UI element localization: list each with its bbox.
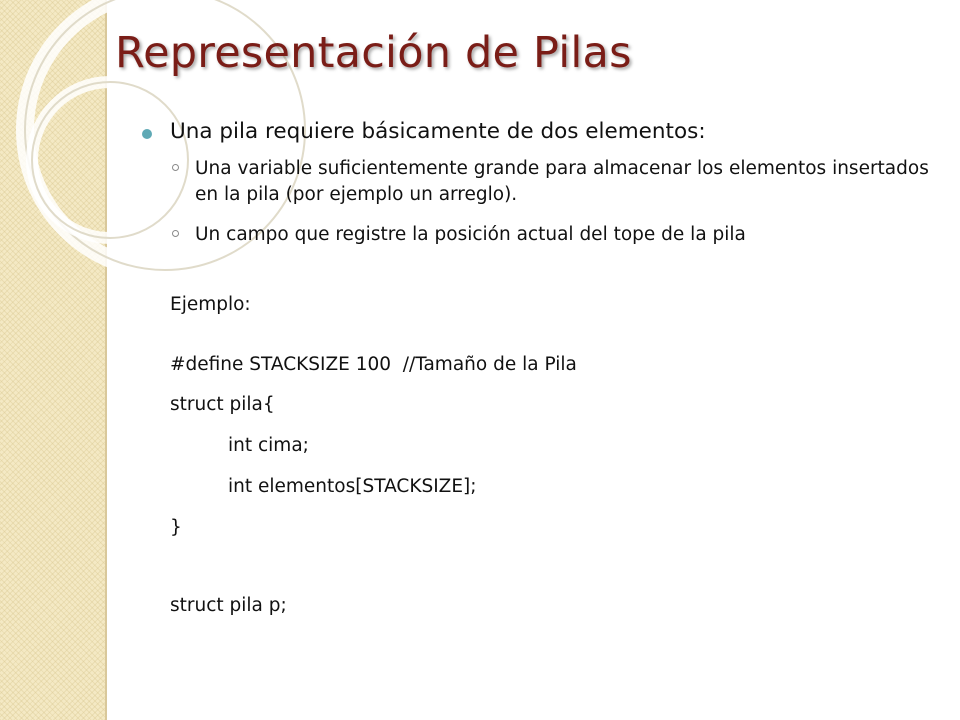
main-bullet-text: Una pila requiere básicamente de dos elementos: bbox=[170, 119, 706, 144]
bullet-dot-icon bbox=[142, 129, 152, 139]
sub-bullet-text: Un campo que registre la posición actual del tope de la pila bbox=[195, 223, 746, 245]
main-bullet bbox=[140, 118, 930, 146]
code-line: int cima; bbox=[228, 435, 309, 457]
code-line: struct pila{ bbox=[170, 394, 275, 416]
sub-bullet bbox=[140, 156, 930, 208]
slide-content bbox=[140, 118, 930, 619]
ring-bullet-icon bbox=[172, 164, 179, 171]
code-line: #define STACKSIZE 100 //Tamaño de la Pila bbox=[170, 353, 577, 375]
code-line: } bbox=[170, 517, 182, 539]
slide-title: Representación de Pilas bbox=[115, 28, 632, 78]
sub-bullet bbox=[140, 222, 930, 248]
ring-bullet-icon bbox=[172, 230, 179, 237]
code-line: struct pila p; bbox=[170, 594, 287, 616]
example-label: Ejemplo: bbox=[170, 293, 251, 315]
code-line: int elementos[STACKSIZE]; bbox=[228, 476, 477, 498]
sub-bullet-text: Una variable suficientemente grande para almacenar los elementos insertados en la pila (por ejemplo un arreglo). bbox=[195, 157, 929, 205]
